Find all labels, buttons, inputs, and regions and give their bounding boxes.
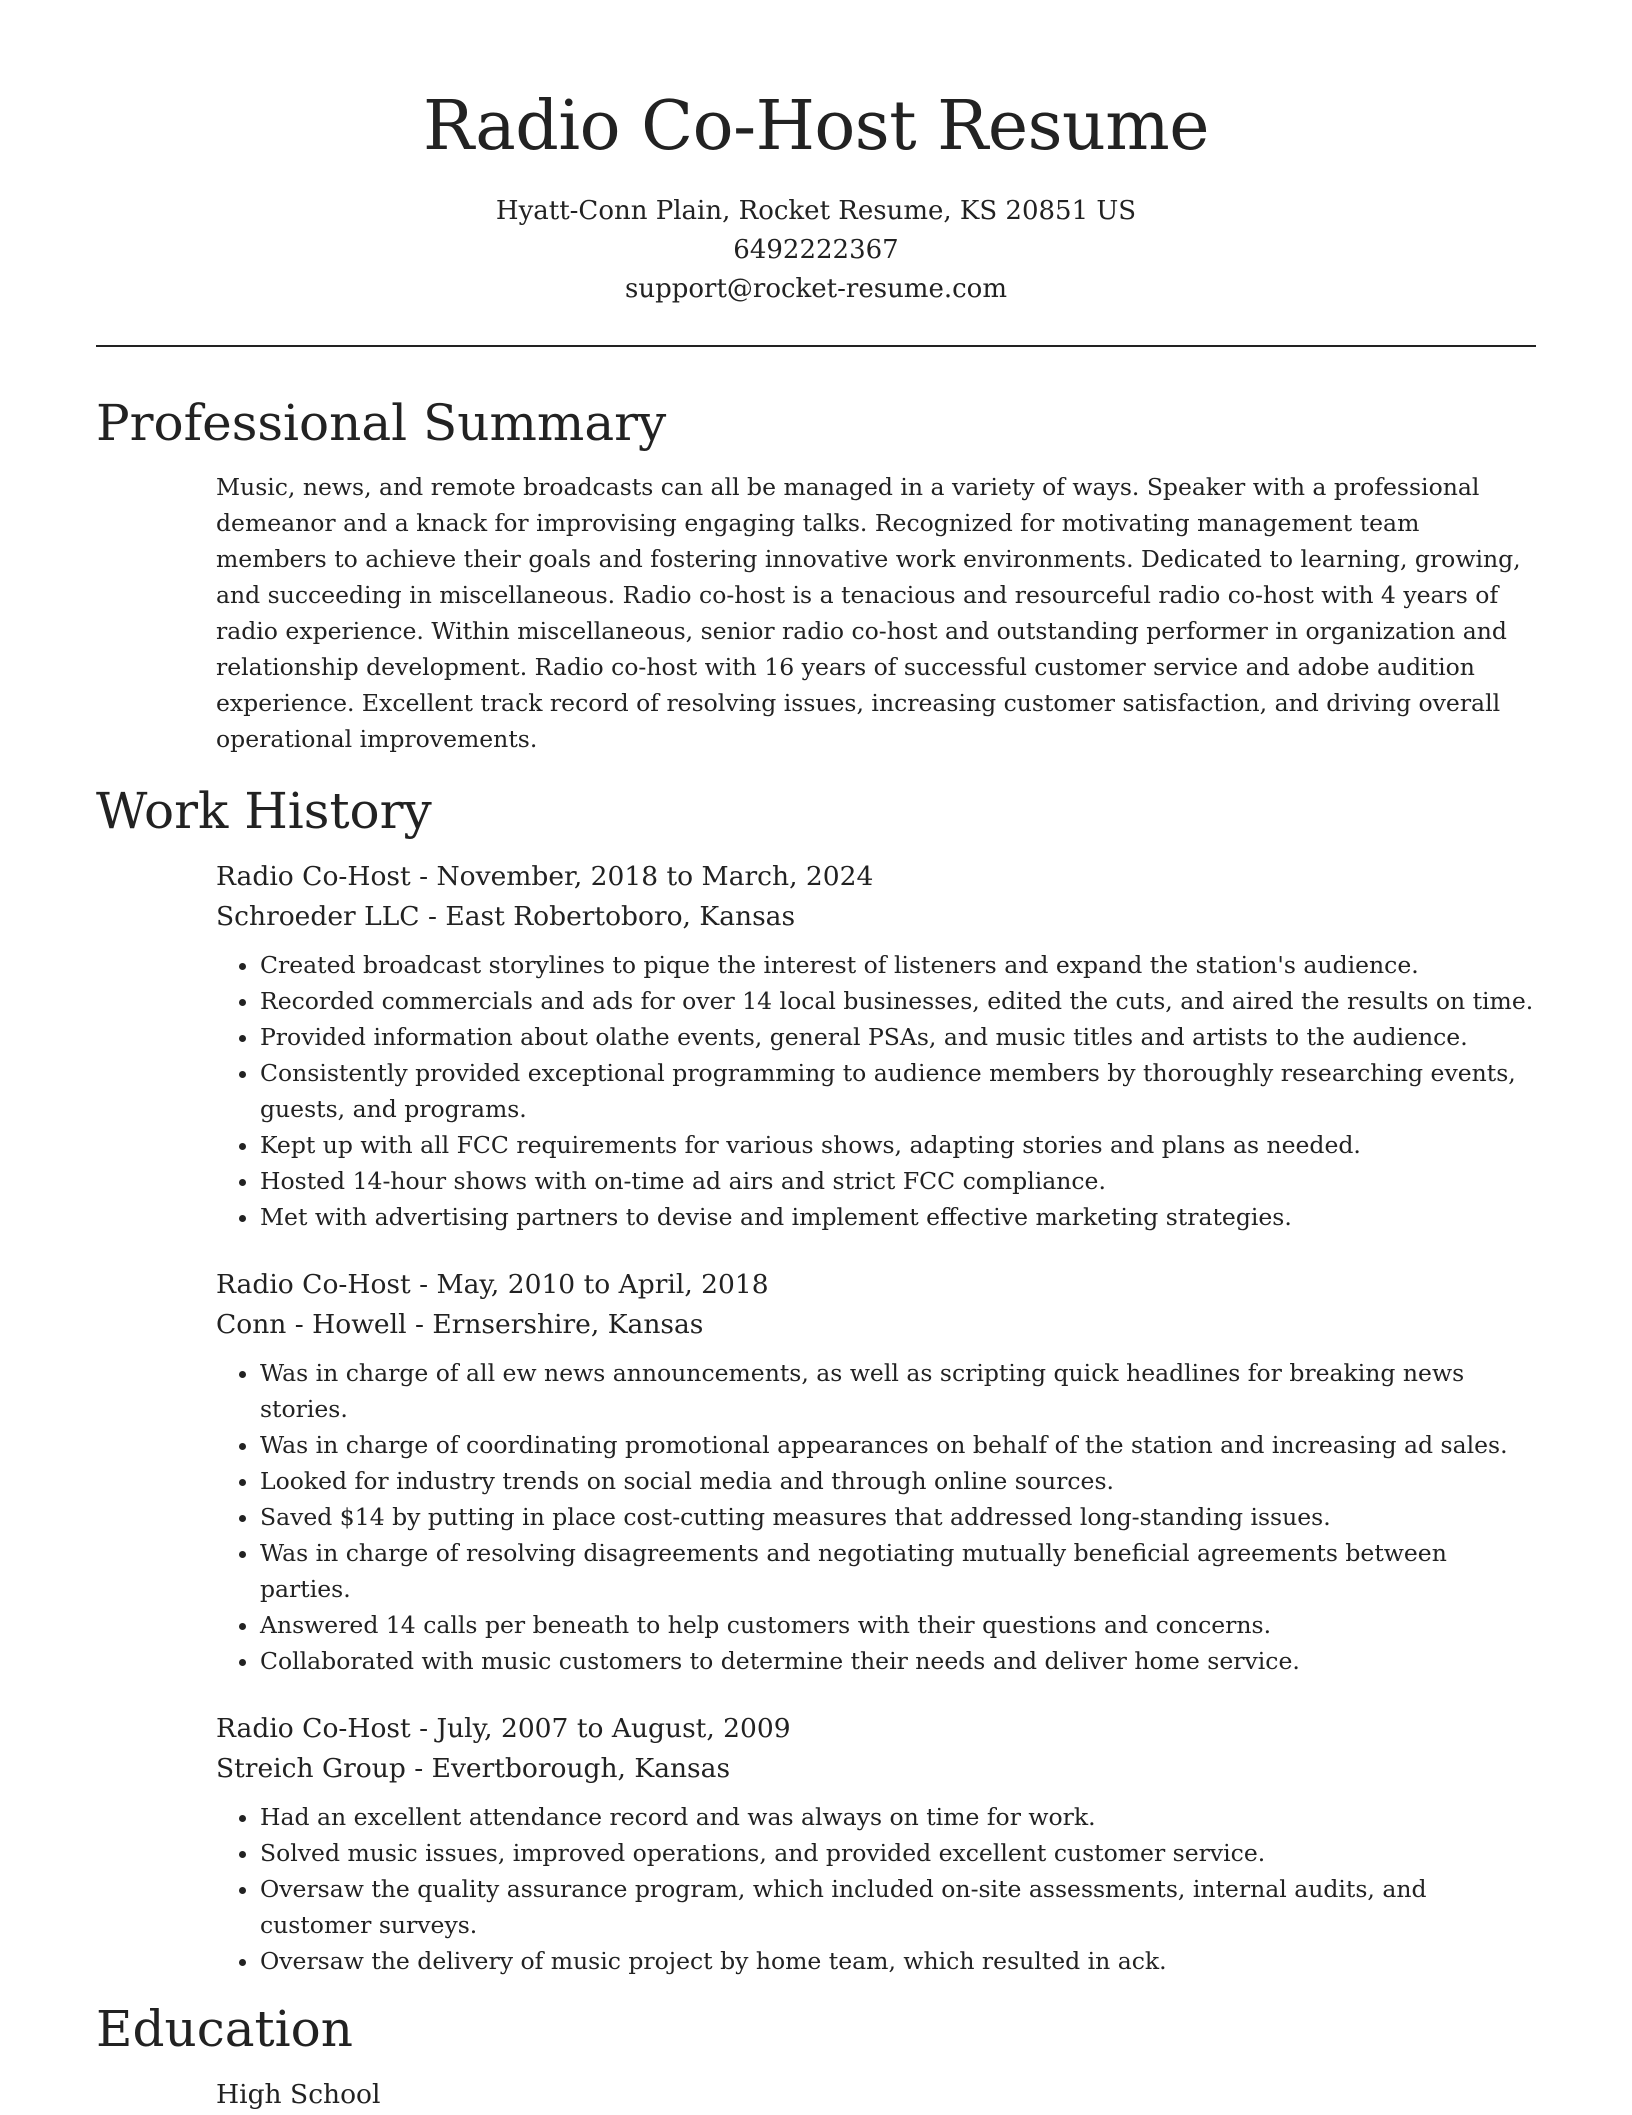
resume-title: Radio Co-Host Resume <box>422 87 1209 166</box>
job-location: - Ernsershire, Kansas <box>406 1309 704 1340</box>
job-title-line <box>216 1709 1536 1749</box>
job-company-line <box>216 897 1536 937</box>
job-title-line <box>216 857 1536 897</box>
job-dates: - May, 2010 to April, 2018 <box>410 1269 769 1300</box>
job-bullet: • Was in charge of coordinating promotional appearances on behalf of the station and increasing ad sales. <box>260 1427 1536 1463</box>
job-bullet: • Recorded commercials and ads for over 14 local businesses, edited the cuts, and aired the results on time. <box>260 983 1536 1019</box>
job-company: Schroeder LLC <box>216 901 420 932</box>
job-dates: - November, 2018 to March, 2024 <box>410 861 874 892</box>
job-title: Radio Co-Host <box>216 861 411 892</box>
job-bullet: • Created broadcast storylines to pique the interest of listeners and expand the station's audience. <box>260 947 1536 983</box>
job-company: Conn - Howell <box>216 1309 407 1340</box>
job-dates: - July, 2007 to August, 2009 <box>410 1713 791 1744</box>
job-entry <box>216 1709 1536 1979</box>
job-bullet: • Was in charge of resolving disagreements and negotiating mutually beneficial agreements between parties. <box>260 1535 1536 1607</box>
job-company: Streich Group <box>216 1753 406 1784</box>
job-bullet: • Looked for industry trends on social media and through online sources. <box>260 1463 1536 1499</box>
job-bullet: • Solved music issues, improved operations, and provided excellent customer service. <box>260 1835 1536 1871</box>
contact-block <box>96 192 1536 309</box>
job-company-line <box>216 1749 1536 1789</box>
summary-heading: Professional Summary <box>96 394 667 452</box>
job-bullet: • Oversaw the delivery of music project by home team, which resulted in ack. <box>260 1943 1536 1979</box>
contact-email: support@rocket-resume.com <box>624 274 1007 304</box>
job-entry <box>216 857 1536 1235</box>
job-location: - East Robertoboro, Kansas <box>419 901 796 932</box>
contact-address: Hyatt-Conn Plain, Rocket Resume, KS 20851 US <box>495 196 1137 226</box>
job-bullet: • Provided information about olathe events, general PSAs, and music titles and artists to the audience. <box>260 1019 1536 1055</box>
job-bullets <box>216 1355 1536 1679</box>
job-company-line <box>216 1305 1536 1345</box>
job-bullet: • Hosted 14-hour shows with on-time ad airs and strict FCC compliance. <box>260 1163 1536 1199</box>
job-location: - Evertborough, Kansas <box>405 1753 731 1784</box>
summary-text: Music, news, and remote broadcasts can all be managed in a variety of ways. Speaker with a professional demeanor and a knack for improvising engaging talks. Recognized for motivating management team members to achieve their goals and fostering innovative work environments. Dedicated to learning, growing, and succeeding in miscellaneous. Radio co-host is a tenacious and resourceful radio co-host with 4 years of radio experience. Within miscellaneous, senior radio co-host and outstanding performer in organization and relationship development. Radio co-host with 16 years of successful customer service and adobe audition experience. Excellent track record of resolving issues, increasing customer satisfaction, and driving overall operational improvements. <box>216 473 1521 753</box>
job-bullet: • Kept up with all FCC requirements for various shows, adapting stories and plans as needed. <box>260 1127 1536 1163</box>
header-divider <box>96 345 1536 347</box>
job-bullet: • Was in charge of all ew news announcements, as well as scripting quick headlines for breaking news stories. <box>260 1355 1536 1427</box>
education-heading: Education <box>96 2000 353 2058</box>
job-bullet: • Consistently provided exceptional programming to audience members by thoroughly researching events, guests, and programs. <box>260 1055 1536 1127</box>
job-bullet: • Answered 14 calls per beneath to help customers with their questions and concerns. <box>260 1607 1536 1643</box>
job-bullet: • Met with advertising partners to devise and implement effective marketing strategies. <box>260 1199 1536 1235</box>
work-history-heading: Work History <box>96 782 432 840</box>
job-title: Radio Co-Host <box>216 1713 411 1744</box>
job-bullet: • Oversaw the quality assurance program, which included on-site assessments, internal audits, and customer surveys. <box>260 1871 1536 1943</box>
job-bullet: • Had an excellent attendance record and was always on time for work. <box>260 1799 1536 1835</box>
contact-phone: 6492222367 <box>733 235 899 265</box>
job-bullets <box>216 1799 1536 1979</box>
job-bullet: • Collaborated with music customers to determine their needs and deliver home service. <box>260 1643 1536 1679</box>
work-history-list <box>216 857 1536 1979</box>
job-title-line <box>216 1265 1536 1305</box>
job-bullet: • Saved $14 by putting in place cost-cutting measures that addressed long-standing issues. <box>260 1499 1536 1535</box>
job-title: Radio Co-Host <box>216 1269 411 1300</box>
resume-header <box>96 0 1536 309</box>
education-degree: High School <box>216 2079 381 2110</box>
job-bullets <box>216 947 1536 1235</box>
job-entry <box>216 1265 1536 1679</box>
